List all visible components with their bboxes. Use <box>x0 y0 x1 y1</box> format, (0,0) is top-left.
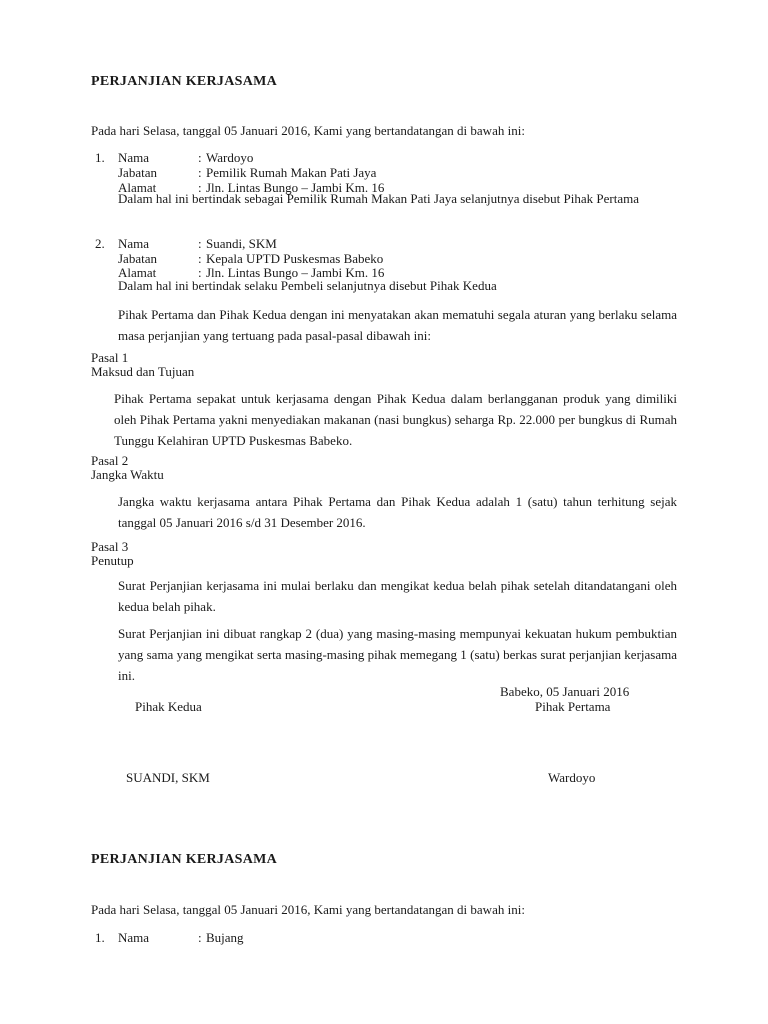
pasal2-subtitle: Jangka Waktu <box>91 467 164 482</box>
document-title-2: PERJANJIAN KERJASAMA <box>91 852 278 867</box>
pasal1-heading: Pasal 1 <box>91 350 129 365</box>
agreement-text: Pihak Pertama dan Pihak Kedua dengan ini menyatakan akan mematuhi segala aturan yang berlaku selama masa perjanjian yang tertuang pada pasal-pasal dibawah ini: <box>118 307 677 343</box>
party2-nama-label: Nama <box>118 236 150 251</box>
signature-place-date: Babeko, 05 Januari 2016 <box>500 684 630 699</box>
party1-jabatan-label: Jabatan <box>118 165 157 180</box>
pasal3-body-1: Surat Perjanjian kerjasama ini mulai berlaku dan mengikat kedua belah pihak setelah ditandatangani oleh kedua belah pihak. <box>118 578 677 614</box>
intro-text-2: Pada hari Selasa, tanggal 05 Januari 2016, Kami yang bertandatangan di bawah ini: <box>91 902 525 917</box>
party2-jabatan-label: Jabatan <box>118 251 157 266</box>
intro-text: Pada hari Selasa, tanggal 05 Januari 2016, Kami yang bertandatangan di bawah ini: <box>91 123 525 138</box>
signature-right-role: Pihak Pertama <box>535 699 611 714</box>
pasal2-body: Jangka waktu kerjasama antara Pihak Pertama dan Pihak Kedua adalah 1 (satu) tahun terhitung sejak tanggal 05 Januari 2016 s/d 31 Desember 2016. <box>118 494 677 530</box>
doc2-party1-number: 1. <box>95 930 105 945</box>
pasal3-body-2: Surat Perjanjian ini dibuat rangkap 2 (dua) yang masing-masing mempunyai kekuatan hukum pembuktian yang sama yang mengikat serta masing-masing pihak memegang 1 (satu) berkas surat perjanjian kerjasama ini. <box>118 626 677 683</box>
party1-description: Dalam hal ini bertindak sebagai Pemilik Rumah Makan Pati Jaya selanjutnya disebut Pihak Pertama <box>118 191 639 206</box>
doc2-party1-nama-label: Nama <box>118 930 150 945</box>
signature-right-name: Wardoyo <box>548 770 596 785</box>
colon: : <box>198 251 202 266</box>
document-title: PERJANJIAN KERJASAMA <box>91 74 278 89</box>
doc2-party1-nama-value: Bujang <box>206 930 244 945</box>
party1-number: 1. <box>95 150 105 165</box>
pasal2-heading: Pasal 2 <box>91 453 129 468</box>
party2-description: Dalam hal ini bertindak selaku Pembeli selanjutnya disebut Pihak Kedua <box>118 278 497 293</box>
colon: : <box>198 165 202 180</box>
pasal1-body: Pihak Pertama sepakat untuk kerjasama dengan Pihak Kedua dalam berlangganan produk yang dimiliki oleh Pihak Pertama yakni menyediakan makanan (nasi bungkus) seharga Rp. 22.000 per bungkus di Rumah Tunggu Kelahiran UPTD Puskesmas Babeko. <box>114 391 677 448</box>
signature-left-name: SUANDI, SKM <box>126 770 210 785</box>
party1-jabatan-value: Pemilik Rumah Makan Pati Jaya <box>206 165 377 180</box>
colon: : <box>198 180 202 195</box>
party1-nama-value: Wardoyo <box>206 150 254 165</box>
pasal3-heading: Pasal 3 <box>91 539 129 554</box>
party2-jabatan-value: Kepala UPTD Puskesmas Babeko <box>206 251 384 266</box>
party1-nama-label: Nama <box>118 150 150 165</box>
pasal3-subtitle: Penutup <box>91 553 134 568</box>
party2-alamat-value: Jln. Lintas Bungo – Jambi Km. 16 <box>206 265 385 280</box>
colon: : <box>198 265 202 280</box>
party1-alamat-label: Alamat <box>118 180 157 195</box>
party1-alamat-value: Jln. Lintas Bungo – Jambi Km. 16 <box>206 180 385 195</box>
colon: : <box>198 150 202 165</box>
party2-alamat-label: Alamat <box>118 265 157 280</box>
signature-left-role: Pihak Kedua <box>135 699 202 714</box>
pasal1-subtitle: Maksud dan Tujuan <box>91 364 195 379</box>
party2-number: 2. <box>95 236 105 251</box>
party2-nama-value: Suandi, SKM <box>206 236 277 251</box>
colon: : <box>198 930 202 945</box>
colon: : <box>198 236 202 251</box>
